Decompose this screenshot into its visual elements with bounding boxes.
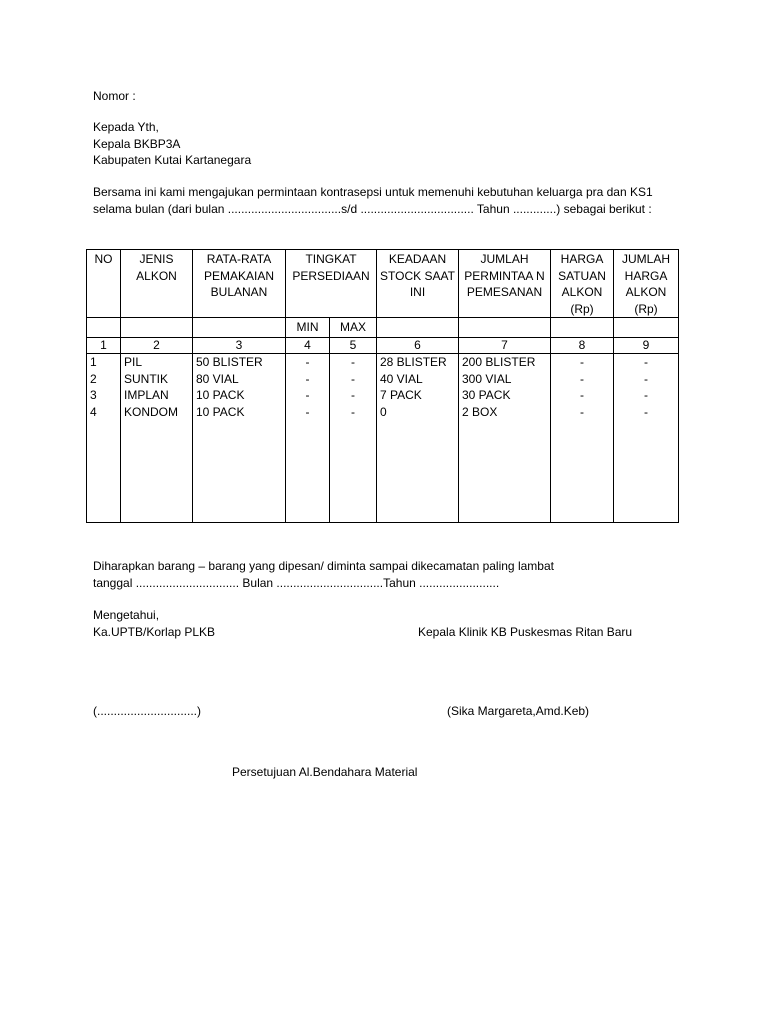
right-signatory-title: Kepala Klinik KB Puskesmas Ritan Baru [418,625,633,639]
row-max: - [351,404,355,419]
row-no: 1 [90,355,97,369]
column-number: 9 [614,338,679,354]
subheader-max: MAX [330,318,377,338]
header-jumlah-harga: JUMLAH HARGA ALKON (Rp) [614,250,679,318]
header-tingkat: TINGKAT PERSEDIAAN [286,250,377,318]
nomor-label: Nomor : [93,89,136,103]
row-max: - [351,388,355,402]
row-min: - [305,355,310,369]
header-jenis: JENIS ALKON [121,250,193,318]
mengetahui-label: Mengetahui, [93,608,160,622]
subheader-empty [459,318,551,338]
recipient-line-2: Kepala BKBP3A [93,137,181,151]
subheader-empty [551,318,614,338]
row-total: - [644,355,648,369]
closing-line-2: tanggal ............................... Bulan ................................Tahun ........................ [93,576,500,590]
jumlah-column [459,354,551,523]
left-signatory-name: (..............................) [93,704,202,718]
row-min: - [305,371,310,386]
row-min: - [305,388,310,402]
subheader-empty [193,318,286,338]
intro-paragraph: Bersama ini kami mengajukan permintaan kontrasepsi untuk memenuhi kebutuhan keluarga pra dan KS1 selama bulan (dari bulan ..................................s/d .................................. Tahun .............) sebagai berikut : [93,185,653,216]
row-no: 4 [90,404,97,419]
subheader-empty [614,318,679,338]
header-rata: RATA-RATA PEMAKAIAN BULANAN [193,250,286,318]
max-column [330,354,377,523]
subheader-empty [121,318,193,338]
table-body-row [87,354,679,523]
row-min: - [305,404,310,419]
row-jenis: SUNTIK [124,371,169,386]
closing-line-1: Diharapkan barang – barang yang dipesan/ diminta sampai dikecamatan paling lambat [93,559,554,573]
approval-label: Persetujuan Al.Bendahara Material [232,765,418,779]
left-signatory-title: Ka.UPTB/Korlap PLKB [93,625,216,639]
column-number-row [87,338,679,354]
row-harga: - [580,404,584,419]
row-keadaan: 0 [380,404,387,419]
row-keadaan: 40 VIAL [380,371,423,386]
column-number: 8 [551,338,614,354]
rata-column [193,354,286,523]
row-total: - [644,404,648,419]
row-rata: 80 VIAL [196,371,239,386]
row-rata: 10 PACK [196,404,245,419]
no-column [87,354,121,523]
header-jumlah-permintaan: JUMLAH PERMINTAA N PEMESANAN [459,250,551,318]
row-harga: - [580,388,584,402]
column-number: 5 [330,338,377,354]
row-rata: 10 PACK [196,388,245,402]
right-signatory-name: (Sika Margareta,Amd.Keb) [447,704,590,718]
row-no: 2 [90,371,97,386]
row-jumlah: 200 BLISTER [462,355,536,369]
table-header-row [87,250,679,318]
row-keadaan: 7 PACK [380,388,422,402]
row-max: - [351,371,355,386]
row-no: 3 [90,388,97,402]
table-subheader-row [87,318,679,338]
header-no: NO [87,250,121,318]
min-column [286,354,330,523]
column-number: 3 [193,338,286,354]
column-number: 4 [286,338,330,354]
request-table [86,249,679,523]
row-jenis: PIL [124,355,143,369]
row-jumlah: 2 BOX [462,404,498,419]
total-column [614,354,679,523]
row-jumlah: 300 VIAL [462,371,512,386]
subheader-empty [377,318,459,338]
row-harga: - [580,371,584,386]
row-jenis: IMPLAN [124,388,169,402]
keadaan-column [377,354,459,523]
recipient-line-3: Kabupaten Kutai Kartanegara [93,153,252,167]
header-harga-satuan: HARGA SATUAN ALKON (Rp) [551,250,614,318]
row-keadaan: 28 BLISTER [380,355,447,369]
column-number: 1 [87,338,121,354]
row-harga: - [580,355,584,369]
harga-column [551,354,614,523]
subheader-empty [87,318,121,338]
row-total: - [644,388,648,402]
row-jumlah: 30 PACK [462,388,511,402]
row-jenis: KONDOM [124,404,178,419]
subheader-min: MIN [286,318,330,338]
column-number: 2 [121,338,193,354]
recipient-line-1: Kepada Yth, [93,120,159,134]
row-total: - [644,371,648,386]
row-rata: 50 BLISTER [196,355,263,369]
header-keadaan: KEADAAN STOCK SAAT INI [377,250,459,318]
column-number: 6 [377,338,459,354]
row-max: - [351,355,355,369]
jenis-column [121,354,193,523]
column-number: 7 [459,338,551,354]
